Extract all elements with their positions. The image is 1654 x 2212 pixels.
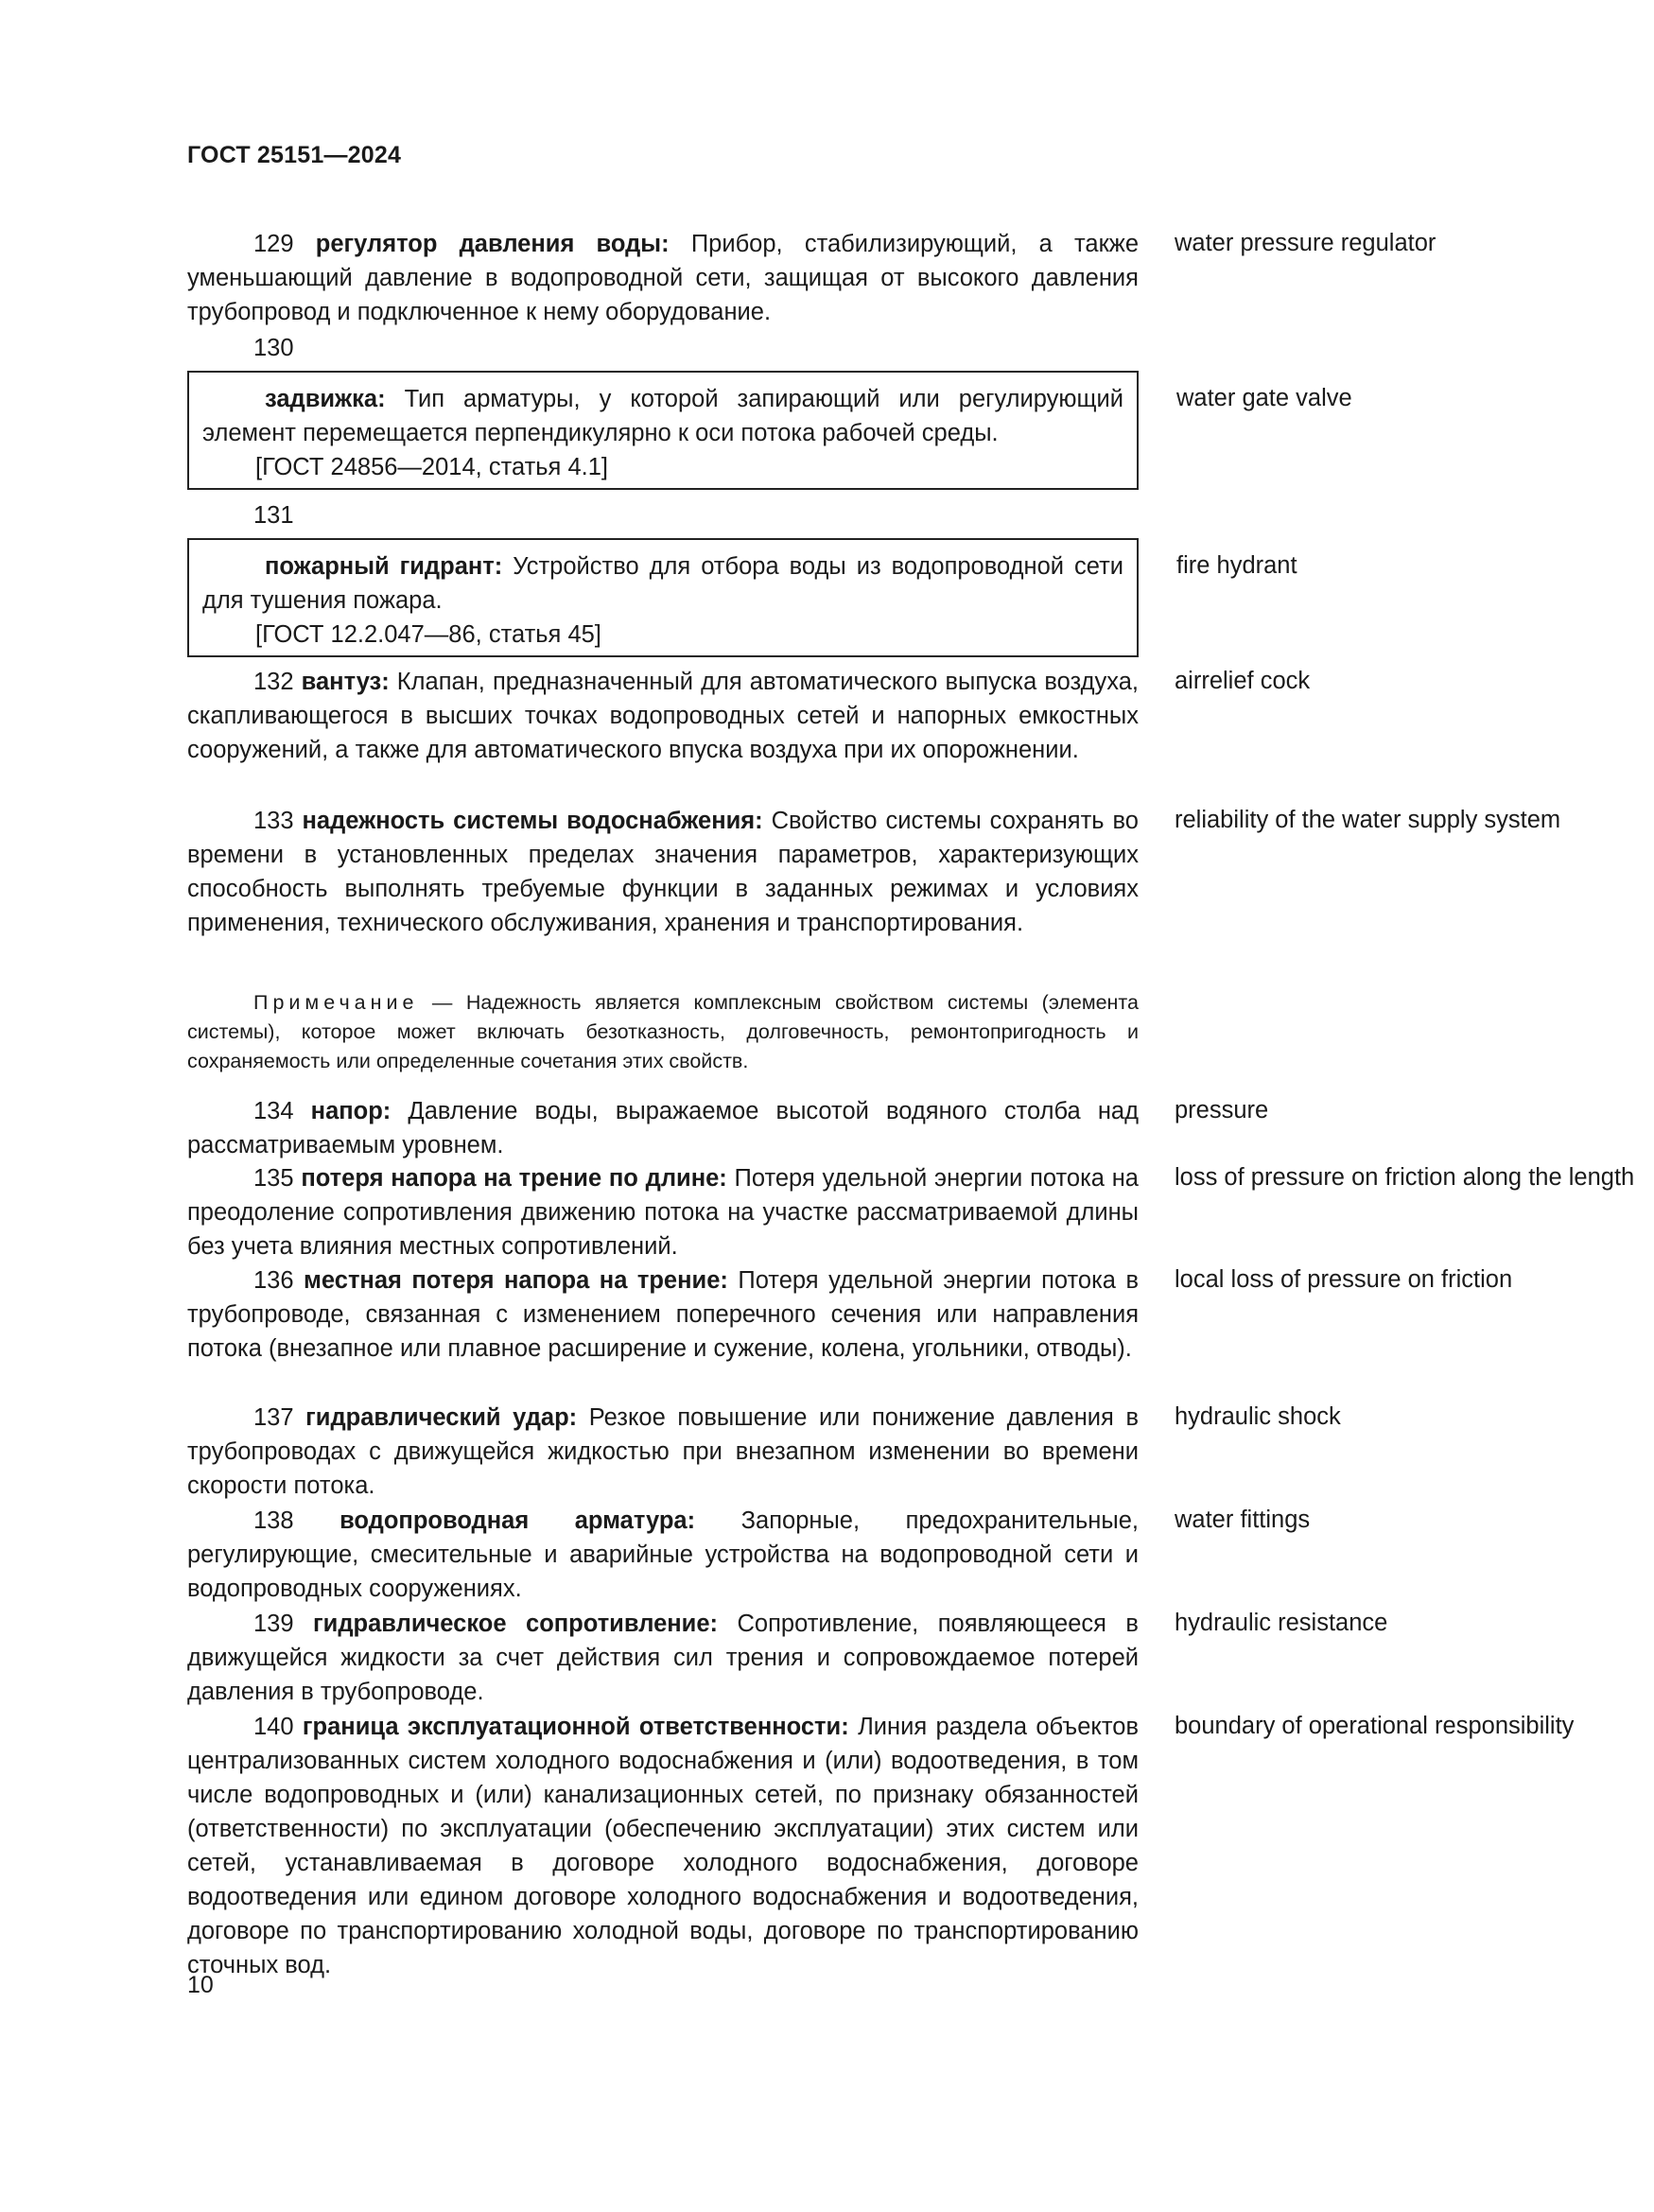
term-definition: Потеря удельной энергии потока в трубопроводе, связанная с изменением поперечного сечения или направления потока (внезапное или плавное расширение и сужение, колена, угольники, отводы). [187,1267,1140,1362]
term-entry-text [187,227,1139,329]
term-entry-text [187,665,1139,767]
term-name: задвижка: [265,386,386,412]
document-code: ГОСТ 25151—2024 [187,142,402,168]
english-equivalent: hydraulic resistance [1175,1610,1388,1636]
term-definition: Давление воды, выражаемое высотой водяного столба над рассматриваемым уровнем. [187,1098,1139,1158]
term-name: вантуз: [301,669,390,695]
term-number-131: 131 [253,502,294,529]
term-number: 139 [253,1611,294,1637]
term-definition: Устройство для отбора воды из водопроводной сети для тушения пожара. [202,553,1123,614]
term-name: напор: [310,1098,392,1124]
term-name: регулятор давления воды: [315,231,670,257]
term-number: 129 [253,231,294,257]
term-entry-text [187,1710,1139,1982]
term-definition: Тип арматуры, у которой запирающий или регулирующий элемент перемещается перпендикулярно к оси потока рабочей среды. [202,386,1123,446]
term-number: 134 [253,1098,294,1124]
term-entry-text [187,1504,1139,1606]
term-name: надежность системы водоснабжения: [302,808,763,834]
term-name: водопроводная арматура: [340,1507,696,1534]
english-equivalent: water pressure regulator [1175,230,1436,256]
term-entry-text [187,804,1139,940]
term-entry-130-box [187,371,1352,490]
term-definition: Клапан, предназначенный для автоматического выпуска воздуха, скапливающегося в высших точках водопроводных сетей и напорных емкостных сооружений, а также для автоматического впуска воздуха при их опорожнении. [187,669,1139,763]
term-entry-text [187,1094,1139,1162]
term-name: гидравлическое сопротивление: [313,1611,718,1637]
term-source: [ГОСТ 12.2.047—86, статья 45] [255,621,601,648]
term-definition: Резкое повышение или понижение давления в трубопроводах с движущейся жидкостью при внезапном изменении во времени скорости потока. [187,1404,1139,1499]
page-number: 10 [187,1972,214,1998]
term-number-130: 130 [253,335,294,361]
term-definition: Сопротивление, появляющееся в движущейся жидкости за счет действия сил трения и сопровождаемое потерей давления в трубопроводе. [187,1611,1139,1705]
english-equivalent: loss of pressure on friction along the length [1175,1164,1635,1191]
term-definition: Линия раздела объектов централизованных систем холодного водоснабжения и (или) водоотведения, в том числе водопроводных и (или) канализационных сетей, по признаку обязанностей (ответственности) по эксплуатации (обеспечению эксплуатации) этих систем или сетей, устанавливаемая в договоре холодного водоснабжения, договоре водоотведения или едином договоре холодного водоснабжения и водоотведения, договоре по транспортированию холодной воды, договоре по транспортированию сточных вод. [187,1714,1139,1978]
english-equivalent: hydraulic shock [1175,1403,1341,1430]
note-text: — Надежность является комплексным свойством системы (элемента системы), которое может включать безотказность, долговечность, ремонтопригодность и сохраняемость или определенные сочетания этих свойств. [187,991,1139,1072]
english-equivalent: pressure [1175,1097,1269,1123]
term-entry-text [187,1263,1139,1366]
term-definition: Запорные, предохранительные, регулирующие, смесительные и аварийные устройства на водопроводной сети и водопроводных сооружениях. [187,1507,1139,1602]
english-equivalent: water gate valve [1176,385,1352,411]
english-equivalent: local loss of pressure on friction [1175,1266,1513,1293]
english-equivalent: fire hydrant [1176,552,1297,579]
term-number: 135 [253,1165,294,1192]
term-number: 132 [253,669,294,695]
term-number: 137 [253,1404,294,1431]
term-definition: Потеря удельной энергии потока на преодоление сопротивления движению потока на участке рассматриваемой длины без учета влияния местных сопротивлений. [187,1165,1139,1260]
term-number: 140 [253,1714,294,1740]
term-name: потеря напора на трение по длине: [301,1165,727,1192]
english-equivalent: water fittings [1175,1507,1311,1533]
english-equivalent: airrelief cock [1175,668,1311,694]
term-number: 133 [253,808,294,834]
term-name: пожарный гидрант: [265,553,503,580]
term-source: [ГОСТ 24856—2014, статья 4.1] [255,454,608,480]
term-entry-text [187,1161,1139,1263]
term-entry-text [189,549,1137,618]
term-number: 136 [253,1267,294,1294]
term-definition: Прибор, стабилизирующий, а также уменьшающий давление в водопроводной сети, защищая от высокого давления трубопровод и подключенное к нему оборудование. [187,231,1140,325]
term-name: местная потеря напора на трение: [304,1267,728,1294]
term-name: граница эксплуатационной ответственности: [302,1714,849,1740]
english-equivalent: reliability of the water supply system [1175,807,1561,833]
term-entry-text [187,1401,1139,1503]
note [187,988,1139,1076]
term-entry-text [187,1607,1139,1709]
english-equivalent: boundary of operational responsibility [1175,1713,1575,1739]
term-definition: Свойство системы сохранять во времени в установленных пределах значения параметров, характеризующих способность выполнять требуемые функции в заданных режимах и условиях применения, технического обслуживания, хранения и транспортирования. [187,808,1139,936]
term-name: гидравлический удар: [305,1404,578,1431]
term-number: 138 [253,1507,294,1534]
term-entry-text [189,382,1137,450]
term-entry-131-box [187,538,1297,657]
note-label: Примечание [253,991,419,1014]
